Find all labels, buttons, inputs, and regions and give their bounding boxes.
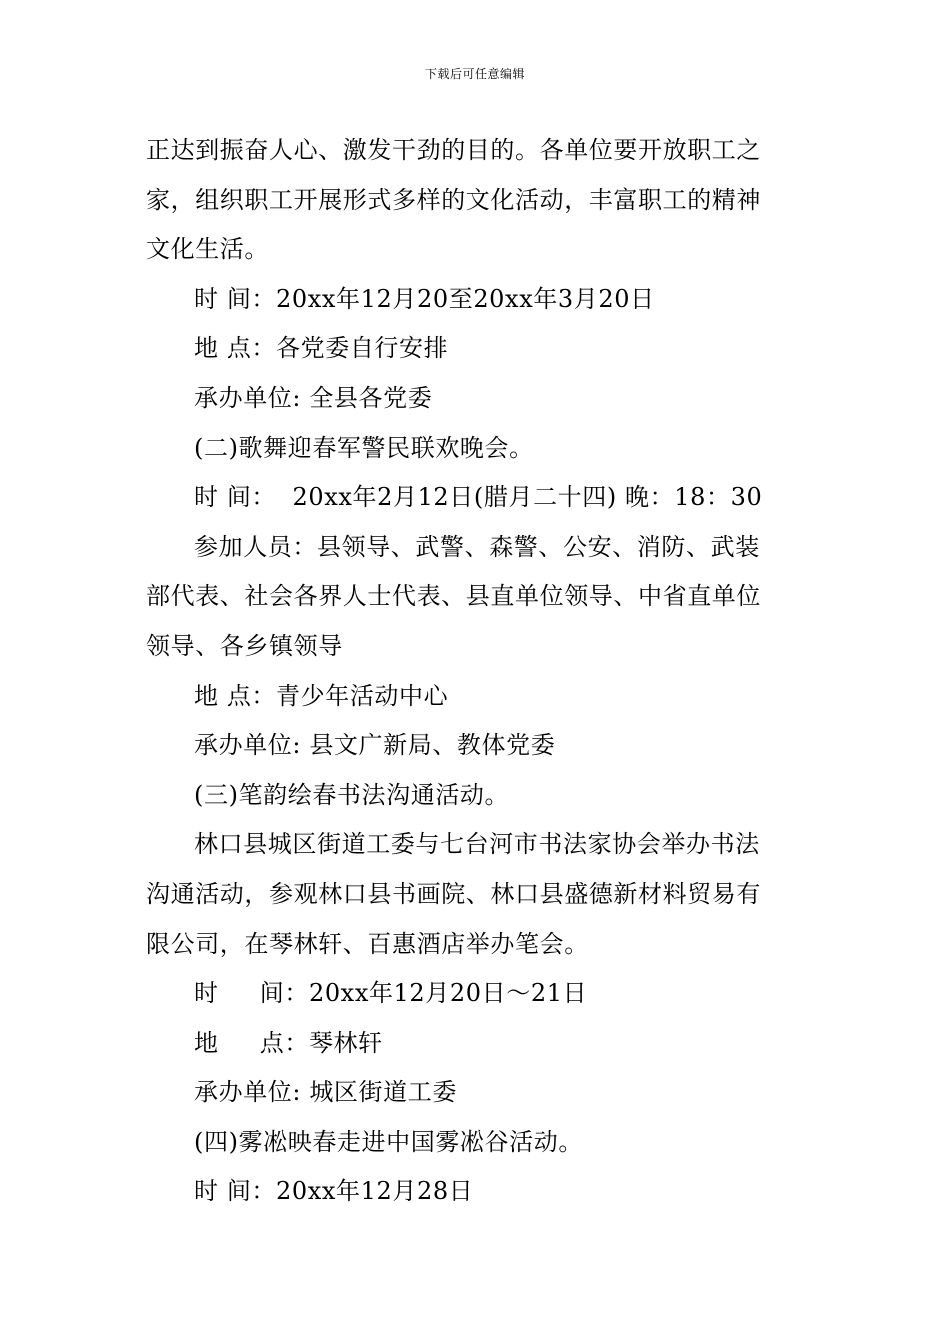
text-line: 参加人员：县领导、武警、森警、公安、消防、武装 xyxy=(194,532,760,561)
text-line: 家，组织职工开展形式多样的文化活动，丰富职工的精神 xyxy=(146,185,761,214)
text-line: 承办单位: 城区街道工委 xyxy=(194,1078,457,1107)
page-header: 下载后可任意编辑 xyxy=(424,67,525,81)
text-line: 承办单位: 县文广新局、教体党委 xyxy=(194,731,556,760)
text-line: 时 间：20xx年12月20至20xx年3月20日 xyxy=(194,284,655,313)
text-line: 地 点：青少年活动中心 xyxy=(194,681,449,710)
text-line: 时 间：20xx年12月20日～21日 xyxy=(194,979,588,1008)
text-line: 地 点：各党委自行安排 xyxy=(194,334,449,363)
text-line: 文化生活。 xyxy=(146,235,269,264)
section-heading: (四)雾凇映春走进中国雾凇谷活动。 xyxy=(194,1127,583,1156)
text-line: 地 点：琴林轩 xyxy=(194,1028,383,1057)
text-line: 承办单位: 全县各党委 xyxy=(194,383,433,412)
text-line: 正达到振奋人心、激发干劲的目的。各单位要开放职工之 xyxy=(146,136,761,164)
text-line: 部代表、社会各界人士代表、县直单位领导、中省直单位 xyxy=(146,582,761,611)
text-line: 时 间：20xx年12月28日 xyxy=(194,1177,474,1206)
section-heading: (三)笔韵绘春书法沟通活动。 xyxy=(194,780,510,809)
text-line: 沟通活动，参观林口县书画院、林口县盛德新材料贸易有 xyxy=(146,879,761,908)
text-line: 限公司，在琴林轩、百惠酒店举办笔会。 xyxy=(146,929,589,958)
text-line: 领导、各乡镇领导 xyxy=(146,631,343,660)
section-heading: (二)歌舞迎春军警民联欢晚会。 xyxy=(194,433,534,462)
document-body xyxy=(146,126,808,1217)
text-line: 时 间： 20xx年2月12日(腊月二十四) 晚：18：30 xyxy=(194,483,763,512)
text-line: 林口县城区街道工委与七台河市书法家协会举办书法 xyxy=(194,830,760,859)
